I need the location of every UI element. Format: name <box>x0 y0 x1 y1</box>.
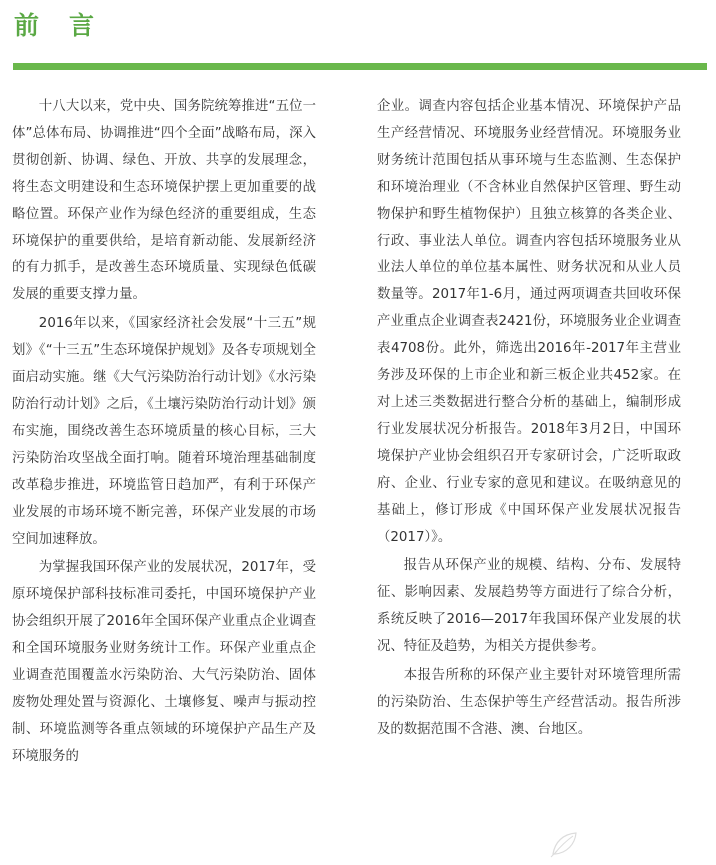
right-column <box>377 94 681 744</box>
leaf-watermark-icon <box>549 830 579 858</box>
paragraph: 报告从环保产业的规模、结构、分布、发展特征、影响因素、发展趋势等方面进行了综合分析，系统反映了2016—2017年我国环保产业发展的状况、特征及趋势，为相关方提供参考。 <box>377 558 681 655</box>
paragraph: 2016年以来，《国家经济社会发展“十三五”规划》《“十三五”生态环境保护规划》及各专项规划全面启动实施。继《大气污染防治行动计划》《水污染防治行动计划》之后，《土壤污染防治行动计划》颁布实施，围绕改善生态环境质量的核心目标，三大污染防治攻坚战全面打响。随着环境治理基础制度改革稳步推进，环境监管日趋加严，有利于环保产业发展的市场环境不断完善，环保产业发展的市场空间加速释放。 <box>12 316 316 547</box>
title-divider <box>13 63 707 70</box>
paragraph: 十八大以来，党中央、国务院统筹推进“五位一体”总体布局、协调推进“四个全面”战略布局，深入贯彻创新、协调、绿色、开放、共享的发展理念，将生态文明建设和生态环境保护摆上更加重要的战略位置。环保产业作为绿色经济的重要组成，生态环境保护的重要供给，是培育新动能、发展新经济的有力抓手，是改善生态环境质量、实现绿色低碳发展的重要支撑力量。 <box>12 99 316 303</box>
page-title: 前言 <box>14 11 125 40</box>
paragraph: 为掌握我国环保产业的发展状况，2017年，受原环境保护部科技标准司委托，中国环境保护产业协会组织开展了2016年全国环保产业重点企业调查和全国环境服务业财务统计工作。环保产业重点企业调查范围覆盖水污染防治、大气污染防治、固体废物处理处置与资源化、土壤修复、噪声与振动控制、环境监测等各重点领域的环境保护产品生产及环境服务的 <box>12 560 316 764</box>
left-column <box>12 94 316 771</box>
paragraph-continuation: 企业。调查内容包括企业基本情况、环境保护产品生产经营情况、环境服务业经营情况。环境服务业财务统计范围包括从事环境与生态监测、生态保护和环境治理业（不含林业自然保护区管理、野生动物保护和野生植物保护）且独立核算的各类企业、行政、事业法人单位。调查内容包括环境服务业从业法人单位的单位基本属性、财务状况和从业人员数量等。2017年1-6月，通过两项调查共回收环保产业重点企业调查表2421份，环境服务业企业调查表4708份。此外，筛选出2016年-2017年主营业务涉及环保的上市企业和新三板企业共452家。在对上述三类数据进行整合分析的基础上，编制形成行业发展状况分析报告。2018年3月2日，中国环境保护产业协会组织召开专家研讨会，广泛听取政府、企业、行业专家的意见和建议。在吸纳意见的基础上，修订形成《中国环保产业发展状况报告（2017）》。 <box>377 99 681 545</box>
paragraph: 本报告所称的环保产业主要针对环境管理所需的污染防治、生态保护等生产经营活动。报告所涉及的数据范围不含港、澳、台地区。 <box>377 668 681 737</box>
